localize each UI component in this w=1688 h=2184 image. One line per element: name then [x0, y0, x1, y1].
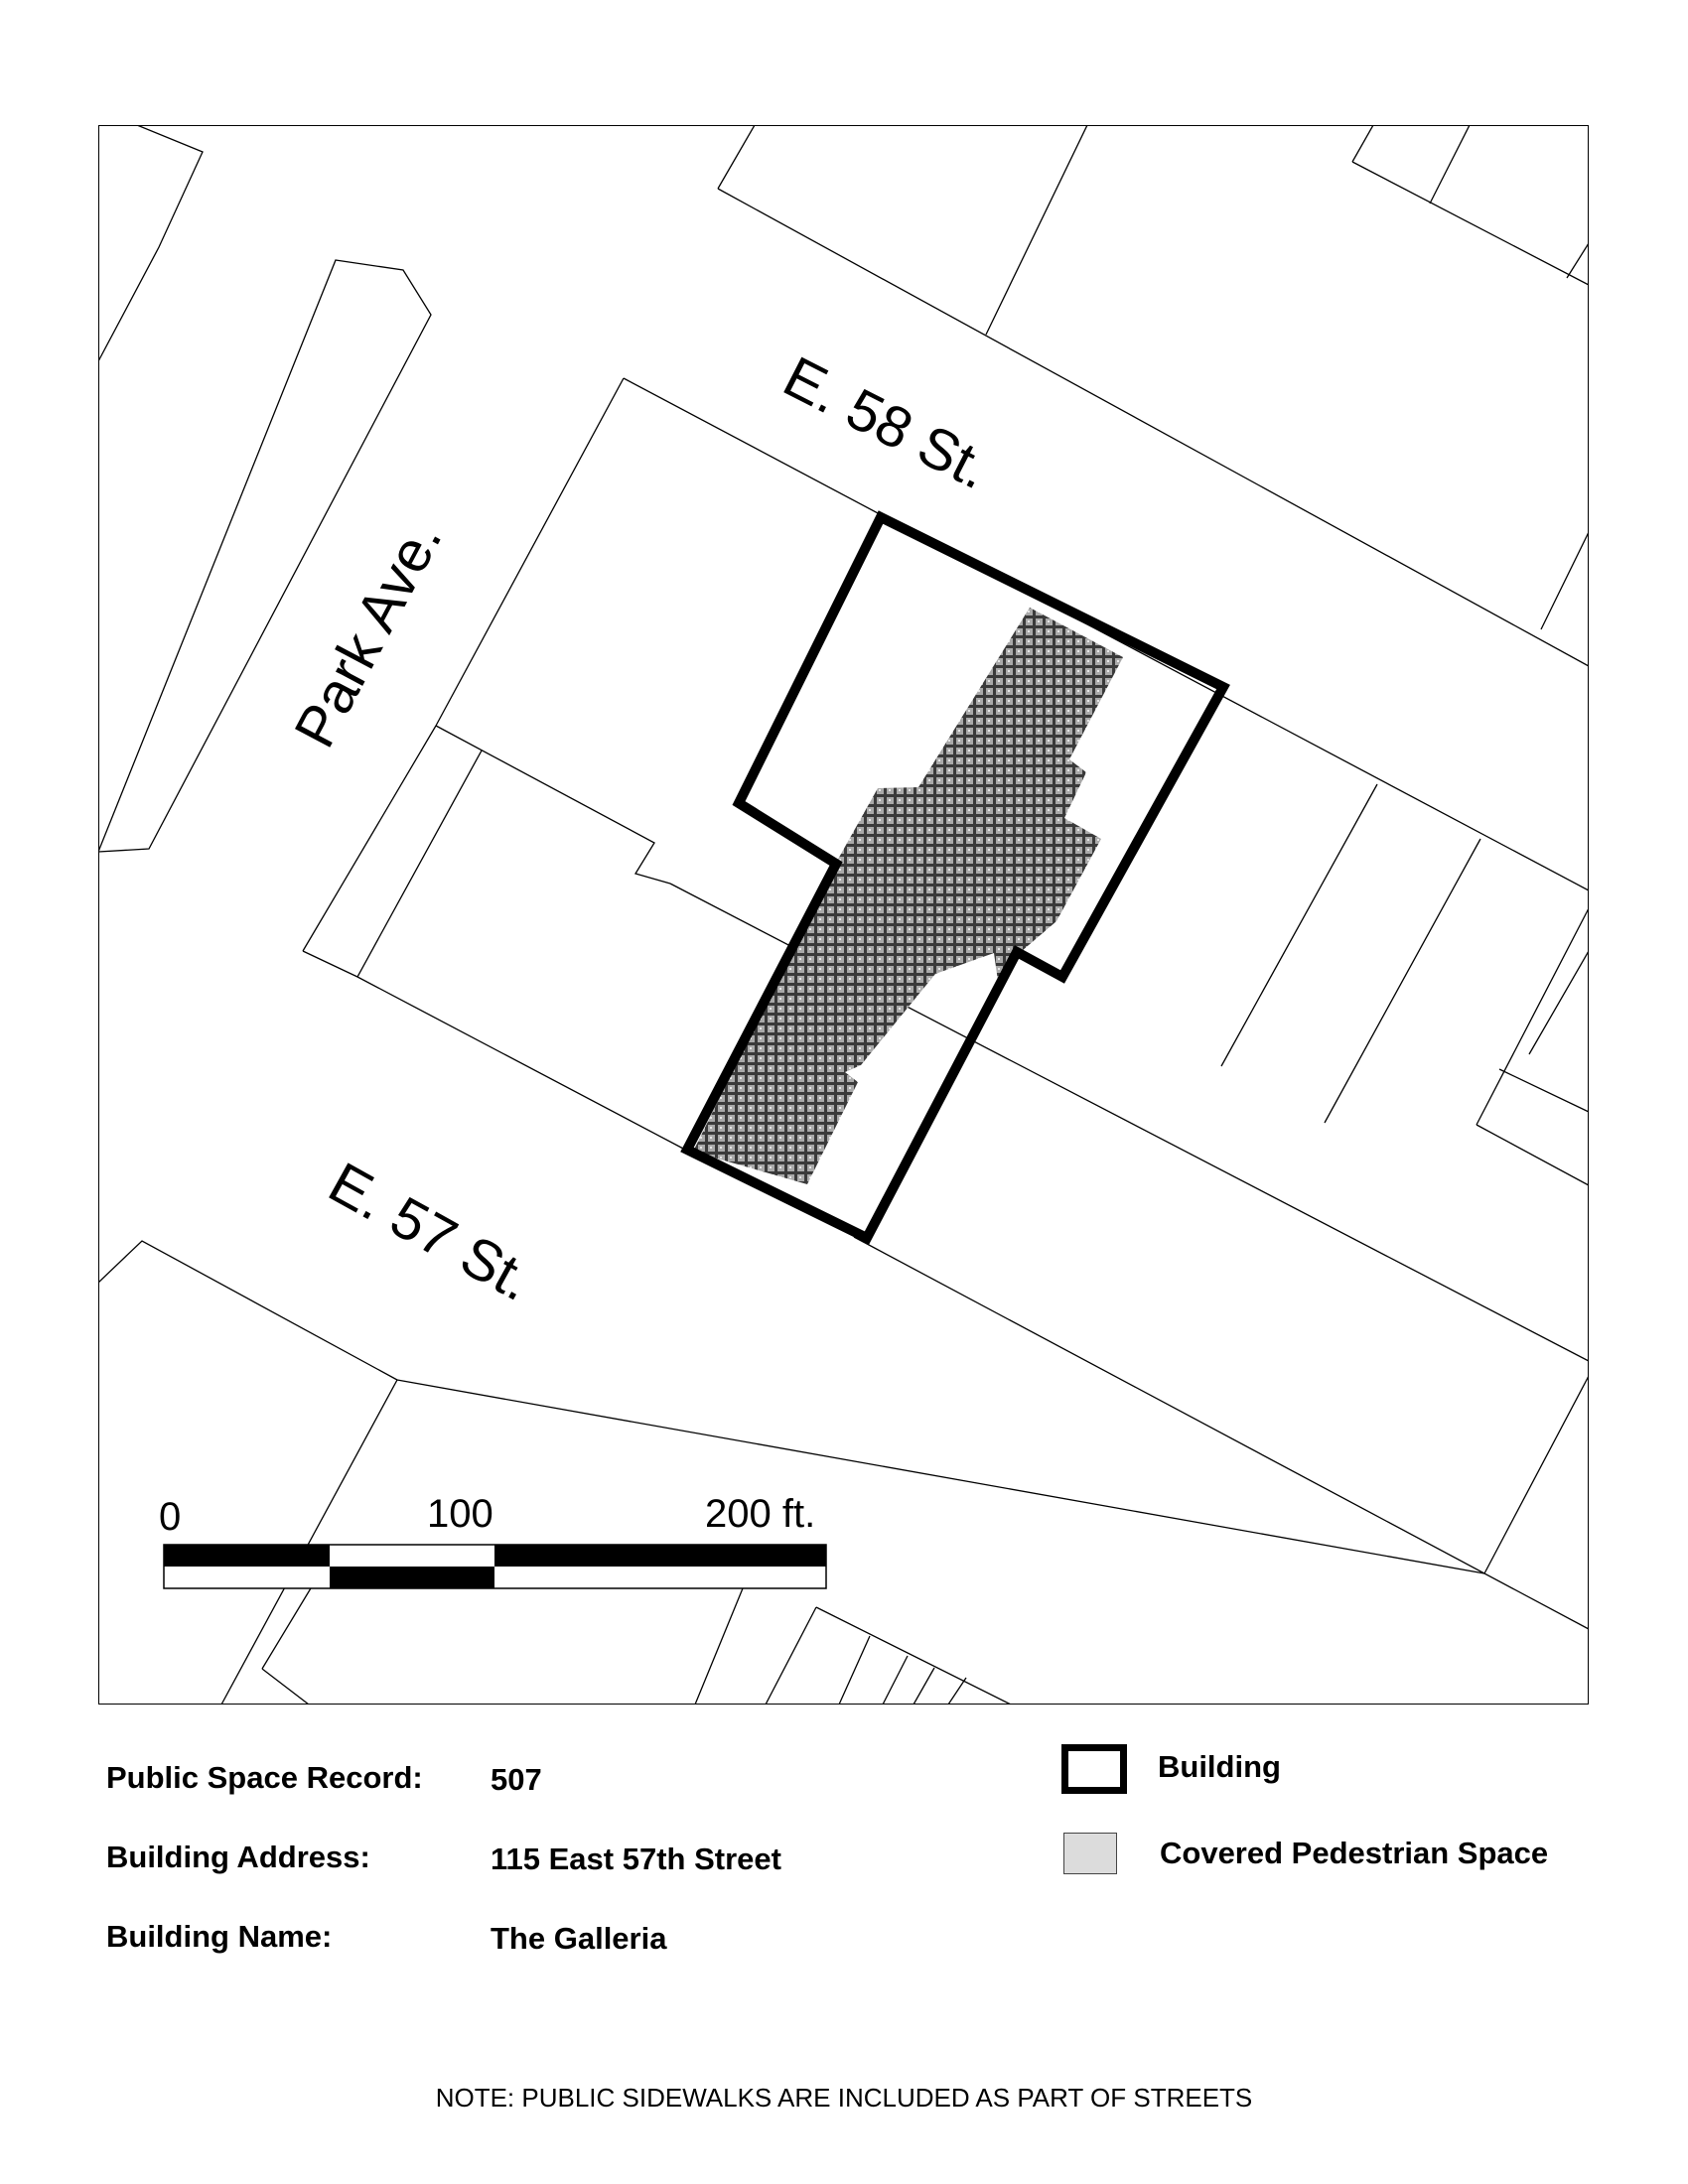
lot-line — [221, 1380, 397, 1705]
lot-line — [436, 726, 670, 884]
lot-line — [303, 951, 685, 1150]
street-label-e57: E. 57 St. — [318, 1150, 543, 1314]
lot-line — [839, 1636, 870, 1705]
lot-line — [1430, 125, 1470, 204]
lot-line — [1499, 1069, 1589, 1112]
name-value: The Galleria — [491, 1921, 667, 1956]
lot-line — [357, 751, 482, 977]
scale-label-200: 200 ft. — [705, 1492, 816, 1536]
lot-line — [1484, 1376, 1589, 1573]
street-label-e58: E. 58 St. — [774, 343, 1000, 502]
lot-line — [948, 1678, 966, 1705]
name-label: Building Name: — [106, 1919, 333, 1954]
lot-line — [1477, 1125, 1589, 1185]
street-label-park-ave: Park Ave. — [282, 510, 455, 758]
footnote: NOTE: PUBLIC SIDEWALKS ARE INCLUDED AS PART OF STREETS — [435, 2083, 1253, 2113]
covered-pedestrian-space — [693, 608, 1123, 1184]
address-label: Building Address: — [106, 1840, 370, 1874]
lot-line — [883, 1656, 908, 1705]
scale-bar — [159, 1492, 826, 1588]
lot-line — [1567, 243, 1589, 278]
lot-line — [766, 1607, 816, 1705]
lot-line — [1477, 908, 1589, 1125]
lot-line — [1352, 162, 1589, 285]
lot-line — [914, 1668, 934, 1705]
address-value: 115 East 57th Street — [491, 1842, 781, 1876]
lot-line — [262, 1669, 309, 1705]
legend-building-swatch — [1061, 1744, 1127, 1794]
lot-line — [1541, 532, 1589, 629]
lot-line — [854, 1237, 1589, 1629]
lot-line — [436, 378, 624, 726]
lot-line — [1221, 784, 1377, 1066]
lot-line — [98, 1241, 397, 1380]
lot-line — [718, 125, 755, 189]
lot-line — [986, 125, 1087, 335]
record-label: Public Space Record: — [106, 1760, 423, 1795]
lot-line — [98, 125, 203, 361]
lot-line — [1325, 839, 1480, 1123]
lot-line — [303, 726, 436, 951]
scale-label-100: 100 — [427, 1492, 493, 1536]
lot-line — [695, 1588, 743, 1705]
record-value: 507 — [491, 1762, 542, 1797]
legend-covered-swatch — [1063, 1833, 1117, 1874]
legend-building-label: Building — [1158, 1749, 1281, 1784]
scale-label-0: 0 — [159, 1495, 182, 1539]
lot-line — [1352, 125, 1373, 162]
map — [98, 125, 1589, 1705]
legend-covered-label: Covered Pedestrian Space — [1160, 1836, 1549, 1870]
